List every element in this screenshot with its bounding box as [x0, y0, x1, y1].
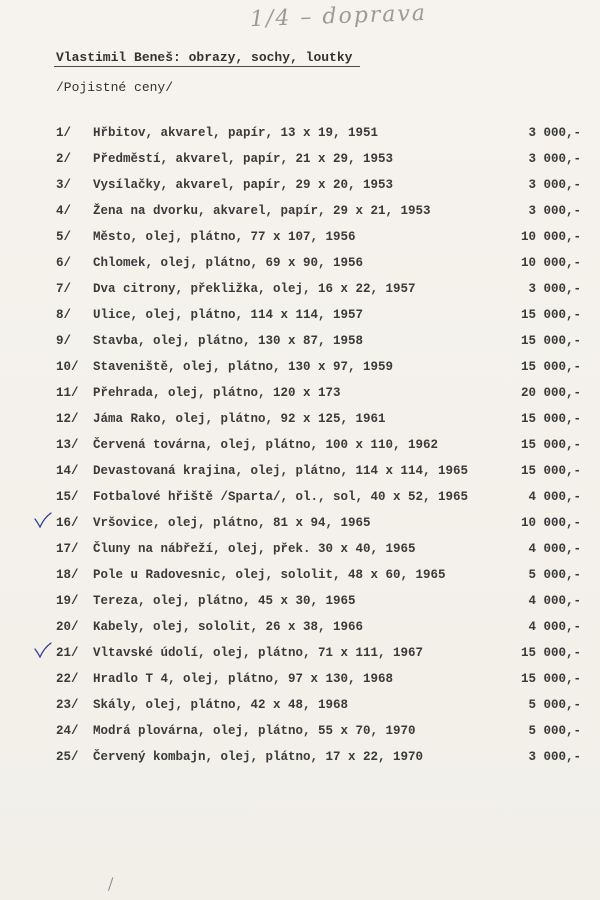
item-number: 22/	[56, 672, 79, 686]
list-item	[0, 568, 600, 594]
pencil-mark	[108, 877, 119, 892]
item-number: 24/	[56, 724, 79, 738]
list-item	[0, 282, 600, 308]
list-item	[0, 334, 600, 360]
list-item	[0, 152, 600, 178]
item-number: 5/	[56, 230, 72, 244]
item-description: Žena na dvorku, akvarel, papír, 29 x 21, 1953	[93, 204, 431, 218]
item-price: 3 000,-	[528, 204, 581, 218]
item-price: 15 000,-	[520, 308, 581, 322]
item-description: Hřbitov, akvarel, papír, 13 x 19, 1951	[93, 126, 379, 140]
item-description: Přehrada, olej, plátno, 120 x 173	[93, 386, 341, 400]
list-item	[0, 438, 600, 464]
item-price: 3 000,-	[528, 282, 581, 296]
list-item	[0, 126, 600, 152]
item-description: Předměstí, akvarel, papír, 21 x 29, 1953	[93, 152, 394, 166]
list-item	[0, 672, 600, 698]
handwritten-note: 1/4 – doprava	[249, 0, 428, 33]
item-number: 6/	[56, 256, 72, 270]
check-mark-icon	[34, 642, 52, 658]
item-description: Ulice, olej, plátno, 114 x 114, 1957	[93, 308, 364, 322]
item-description: Pole u Radovesnic, olej, sololit, 48 x 60, 1965	[93, 568, 446, 582]
item-price: 3 000,-	[528, 126, 581, 140]
list-item	[0, 490, 600, 516]
item-number: 1/	[56, 126, 72, 140]
item-price: 4 000,-	[528, 542, 581, 556]
list-item	[0, 724, 600, 750]
list-item	[0, 386, 600, 412]
item-description: Modrá plovárna, olej, plátno, 55 x 70, 1970	[93, 724, 416, 738]
item-number: 8/	[56, 308, 72, 322]
item-description: Červený kombajn, olej, plátno, 17 x 22, 1970	[93, 750, 424, 764]
list-item	[0, 308, 600, 334]
item-price: 3 000,-	[528, 152, 581, 166]
item-number: 7/	[56, 282, 72, 296]
item-price: 10 000,-	[520, 230, 581, 244]
list-item	[0, 620, 600, 646]
list-item	[0, 360, 600, 386]
item-price: 4 000,-	[528, 594, 581, 608]
item-price: 15 000,-	[520, 438, 581, 452]
list-item	[0, 204, 600, 230]
document-title: Vlastimil Beneš: obrazy, sochy, loutky	[56, 50, 353, 65]
item-price: 3 000,-	[528, 178, 581, 192]
item-description: Čluny na nábřeží, olej, přek. 30 x 40, 1965	[93, 542, 416, 556]
list-item	[0, 698, 600, 724]
list-item	[0, 256, 600, 282]
item-number: 20/	[56, 620, 79, 634]
list-item	[0, 178, 600, 204]
list-item	[0, 412, 600, 438]
item-price: 5 000,-	[528, 698, 581, 712]
item-number: 11/	[56, 386, 79, 400]
item-description: Vršovice, olej, plátno, 81 x 94, 1965	[93, 516, 371, 530]
title-underline	[54, 66, 360, 67]
item-price: 10 000,-	[520, 256, 581, 270]
item-description: Město, olej, plátno, 77 x 107, 1956	[93, 230, 356, 244]
item-description: Skály, olej, plátno, 42 x 48, 1968	[93, 698, 349, 712]
item-number: 10/	[56, 360, 79, 374]
item-number: 15/	[56, 490, 79, 504]
item-price: 15 000,-	[520, 672, 581, 686]
item-price: 15 000,-	[520, 646, 581, 660]
item-description: Staveniště, olej, plátno, 130 x 97, 1959	[93, 360, 394, 374]
artwork-list	[0, 126, 600, 776]
item-price: 4 000,-	[528, 490, 581, 504]
item-price: 15 000,-	[520, 334, 581, 348]
item-number: 21/	[56, 646, 79, 660]
item-price: 3 000,-	[528, 750, 581, 764]
item-number: 16/	[56, 516, 79, 530]
item-number: 19/	[56, 594, 79, 608]
item-number: 9/	[56, 334, 72, 348]
list-item	[0, 750, 600, 776]
list-item	[0, 516, 600, 542]
item-price: 15 000,-	[520, 412, 581, 426]
item-description: Hradlo T 4, olej, plátno, 97 x 130, 1968	[93, 672, 394, 686]
item-price: 4 000,-	[528, 620, 581, 634]
check-mark-icon	[34, 512, 52, 528]
item-number: 3/	[56, 178, 72, 192]
list-item	[0, 230, 600, 256]
list-item	[0, 542, 600, 568]
item-price: 15 000,-	[520, 464, 581, 478]
list-item	[0, 646, 600, 672]
item-price: 15 000,-	[520, 360, 581, 374]
item-number: 14/	[56, 464, 79, 478]
item-description: Vysílačky, akvarel, papír, 29 x 20, 1953	[93, 178, 394, 192]
item-price: 5 000,-	[528, 724, 581, 738]
item-description: Devastovaná krajina, olej, plátno, 114 x 114, 1965	[93, 464, 469, 478]
item-number: 25/	[56, 750, 79, 764]
item-number: 13/	[56, 438, 79, 452]
item-description: Jáma Rako, olej, plátno, 92 x 125, 1961	[93, 412, 386, 426]
item-description: Stavba, olej, plátno, 130 x 87, 1958	[93, 334, 364, 348]
item-number: 4/	[56, 204, 72, 218]
item-description: Červená továrna, olej, plátno, 100 x 110, 1962	[93, 438, 439, 452]
item-number: 18/	[56, 568, 79, 582]
item-number: 2/	[56, 152, 72, 166]
item-description: Chlomek, olej, plátno, 69 x 90, 1956	[93, 256, 364, 270]
item-price: 5 000,-	[528, 568, 581, 582]
list-item	[0, 594, 600, 620]
item-description: Vltavské údolí, olej, plátno, 71 x 111, 1967	[93, 646, 424, 660]
item-number: 12/	[56, 412, 79, 426]
item-number: 17/	[56, 542, 79, 556]
item-description: Tereza, olej, plátno, 45 x 30, 1965	[93, 594, 356, 608]
item-description: Kabely, olej, sololit, 26 x 38, 1966	[93, 620, 364, 634]
item-price: 20 000,-	[520, 386, 581, 400]
item-number: 23/	[56, 698, 79, 712]
list-item	[0, 464, 600, 490]
item-description: Fotbalové hřiště /Sparta/, ol., sol, 40 x 52, 1965	[93, 490, 469, 504]
item-description: Dva citrony, překližka, olej, 16 x 22, 1957	[93, 282, 416, 296]
document-subtitle: /Pojistné ceny/	[56, 80, 174, 95]
item-price: 10 000,-	[520, 516, 581, 530]
